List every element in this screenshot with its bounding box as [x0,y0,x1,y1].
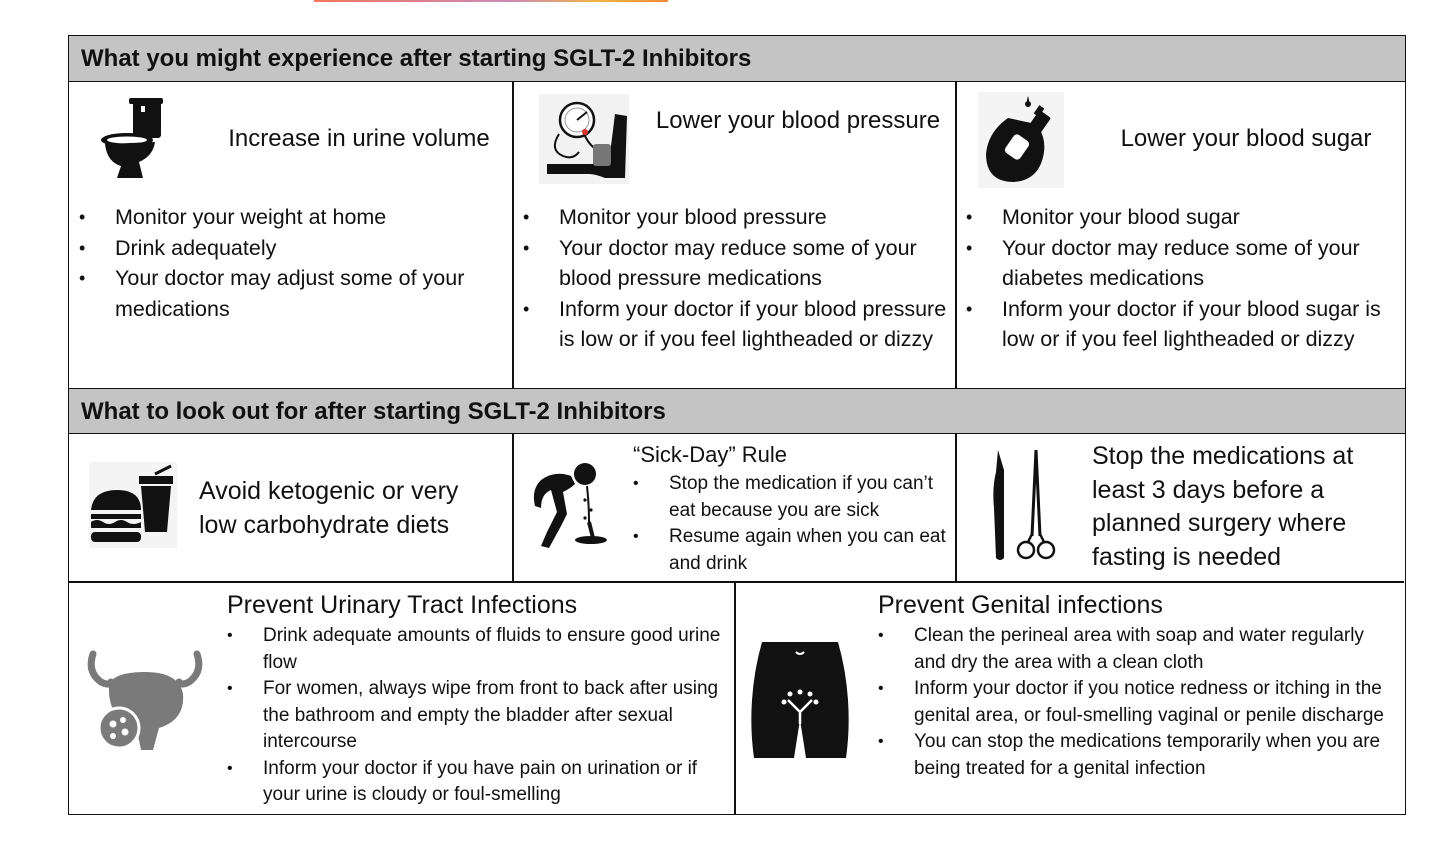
bullet-item: • Drink adequate amounts of fluids to ensure good urine flow [227,623,727,676]
bullet-item: • For women, always wipe from front to back after using the bathroom and empty the bladder after sexual intercourse [227,676,727,756]
bullet-item: • Inform your doctor if you notice redness or itching in the genital area, or foul-smelling vaginal or penile discharge [878,676,1398,729]
bullet-item: • Inform your doctor if you have pain on urination or if your urine is cloudy or foul-smelling [227,756,727,809]
card-bullets [79,202,504,324]
bullet-item: • Inform your doctor if your blood sugar is low or if you feel lightheaded or dizzy [966,294,1396,355]
surgery-text: Stop the medications at least 3 days before a planned surgery where fasting is needed [1092,442,1354,571]
bullet-item: • Monitor your weight at home [79,202,504,233]
card-urine-volume [69,82,512,388]
card-uti [69,582,734,814]
bullet-item: • Drink adequately [79,233,504,264]
section2-header: What to look out for after starting SGLT-2 Inhibitors [69,388,1405,434]
fast-food-icon [89,462,177,548]
card-blood-pressure [513,82,955,388]
top-accent-bar [314,0,668,2]
uti-bullets [227,623,727,809]
card-bullets [523,202,948,355]
diet-text-line: Avoid ketogenic or very [199,477,459,505]
glucometer-icon [978,92,1064,188]
card-blood-sugar [956,82,1405,388]
card-title: Increase in urine volume [228,125,490,152]
card-title: Lower your blood sugar [1120,125,1372,152]
vomiting-person-icon [527,460,621,552]
card-bullets [966,202,1396,355]
genital-title: Prevent Genital infections [878,591,1163,619]
bullet-item: • Stop the medication if you can’t eat because you are sick [633,471,951,524]
bullet-item: • Your doctor may reduce some of your diabetes medications [966,233,1396,294]
card-genital [736,582,1405,814]
bullet-item: • Resume again when you can eat and drink [633,524,951,577]
diet-text-line: low carbohydrate diets [199,511,450,539]
diet-text [199,474,509,542]
card-title: Lower your blood pressure [655,107,941,134]
bullet-item: • Your doctor may adjust some of your medications [79,263,504,324]
sick-day-title: “Sick-Day” Rule [633,442,788,467]
card-surgery [956,434,1405,581]
bullet-item: • Inform your doctor if your blood pressure is low or if you feel lightheaded or dizzy [523,294,948,355]
card-sick-day-rule [513,434,955,581]
bullet-item: • Clean the perineal area with soap and water regularly and dry the area with a clean cloth [878,623,1398,676]
uti-title: Prevent Urinary Tract Infections [227,591,578,619]
section1-header: What you might experience after starting SGLT-2 Inhibitors [69,36,1405,82]
bullet-item: • You can stop the medications temporarily when you are being treated for a genital infection [878,729,1398,782]
card-diet [69,434,512,581]
genital-area-icon [750,640,850,760]
bullet-item: • Monitor your blood pressure [523,202,948,233]
toilet-icon [99,96,167,182]
surgical-instruments-icon [990,448,1060,564]
bladder-icon [87,648,203,752]
sick-day-bullets [633,471,951,577]
bullet-item: • Monitor your blood sugar [966,202,1396,233]
bullet-item: • Your doctor may reduce some of your blood pressure medications [523,233,948,294]
genital-bullets [878,623,1398,782]
blood-pressure-monitor-icon [539,94,629,184]
sglt2-info-sheet [68,35,1406,815]
